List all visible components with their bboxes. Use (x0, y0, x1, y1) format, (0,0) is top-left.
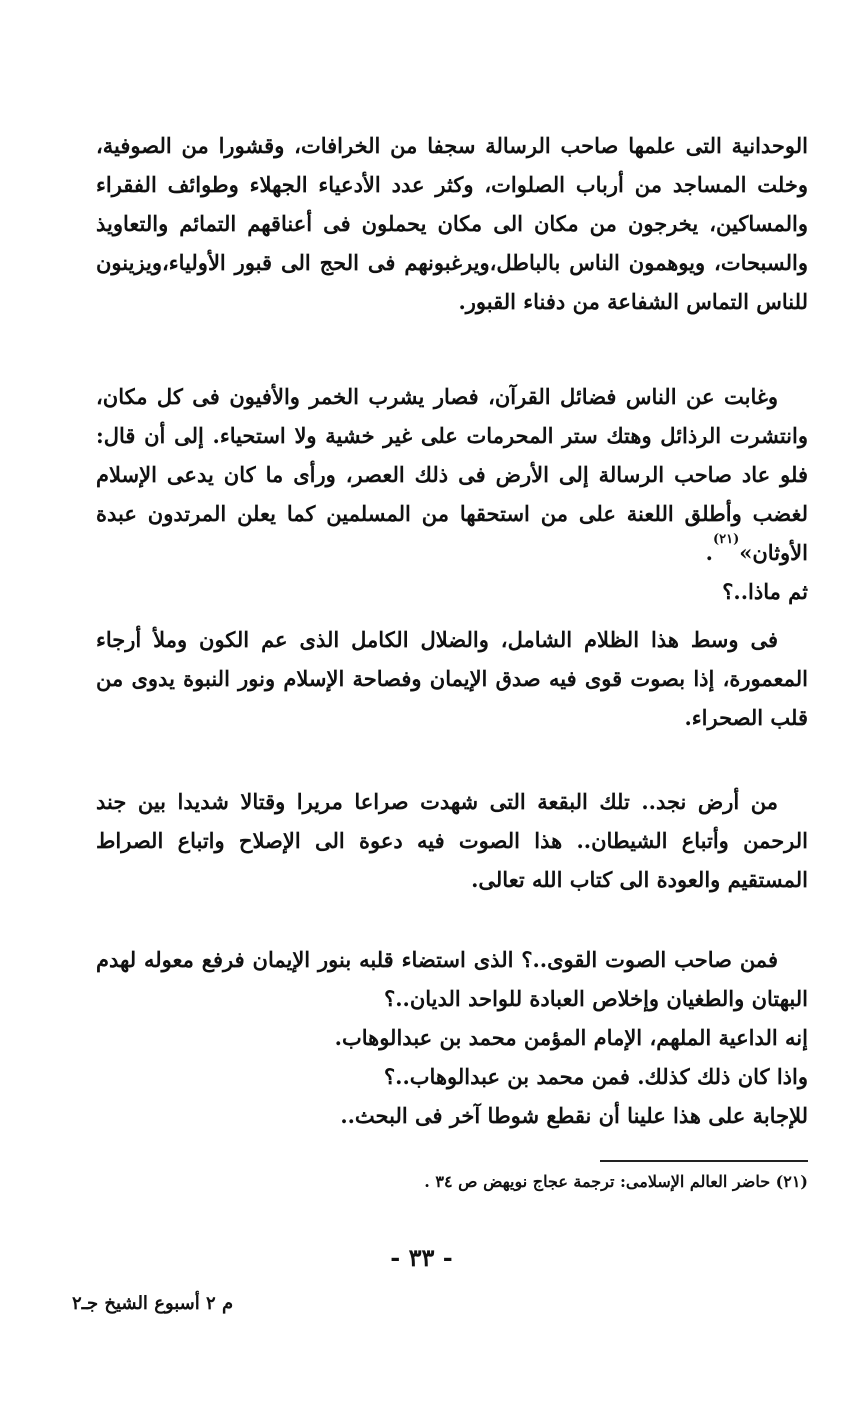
paragraph-1 (96, 126, 808, 321)
paragraph-5-line-3: واذا كان ذلك كذلك. فمن محمد بن عبدالوهاب..؟ (384, 1064, 808, 1089)
paragraph-2 (96, 377, 808, 611)
paragraph-5-text: فمن صاحب الصوت القوى..؟ الذى استضاء قلبه بنور الإيمان فرفع معوله لهدم البهتان والطغيان وإخلاص العبادة للواحد الديان..؟ (96, 947, 808, 1011)
paragraph-2-tail: ثم ماذا..؟ (722, 579, 808, 604)
paragraph-3-text: فى وسط هذا الظلام الشامل، والضلال الكامل الذى عم الكون وملأ أرجاء المعمورة، إذا بصوت قوى فيه صدق الإيمان وفصاحة الإسلام ونور النبوة يدوى من قلب الصحراء. (96, 627, 808, 730)
paragraph-5 (96, 940, 808, 1135)
paragraph-2-body: وغابت عن الناس فضائل القرآن، فصار يشرب الخمر والأفيون فى كل مكان، وانتشرت الرذائل وهتك ستر المحرمات على غير خشية ولا استحياء. إلى أن قال: فلو عاد صاحب الرسالة إلى الأرض فى ذلك العصر، ورأى ما كان يدعى الإسلام لغضب وأطلق اللعنة على من استحقها من المسلمين كما يعلن المرتدون عبدة الأوثان» (96, 384, 808, 565)
paragraph-2-text (96, 377, 808, 572)
page-signature: م ٢ أسبوع الشيخ جـ٢ (72, 1293, 234, 1314)
footnote-text: (٢١) حاضر العالم الإسلامى: ترجمة عجاج نويهض ص ٣٤ . (424, 1172, 808, 1191)
paragraph-5-line-2: إنه الداعية الملهم، الإمام المؤمن محمد بن عبدالوهاب. (334, 1025, 808, 1050)
page-number: - ٣٣ - (390, 1243, 453, 1272)
paragraph-4-text: من أرض نجد.. تلك البقعة التى شهدت صراعا مريرا وقتالا شديدا بين جند الرحمن وأتباع الشيطان.. هذا الصوت فيه دعوة الى الإصلاح واتباع الصراط المستقيم والعودة الى كتاب الله تعالى. (96, 789, 808, 892)
paragraph-5-line-4: للإجابة على هذا علينا أن نقطع شوطا آخر فى البحث.. (340, 1103, 808, 1128)
footnote-reference: (٢١) (712, 532, 740, 547)
paragraph-1-text: الوحدانية التى علمها صاحب الرسالة سجفا من الخرافات، وقشورا من الصوفية، وخلت المساجد من أرباب الصلوات، وكثر عدد الأدعياء الجهلاء وطوائف الفقراء والمساكين، يخرجون من مكان الى مكان يحملون فى أعناقهم التمائم والتعاويذ والسبحات، ويوهمون الناس بالباطل،ويرغبونهم فى الحج الى قبور الأولياء،ويزينون للناس التماس الشفاعة من دفناء القبور. (96, 133, 808, 314)
paragraph-4 (96, 782, 808, 899)
footnote-divider (600, 1160, 808, 1162)
paragraph-3 (96, 620, 808, 737)
paragraph-2-period: . (705, 540, 713, 565)
